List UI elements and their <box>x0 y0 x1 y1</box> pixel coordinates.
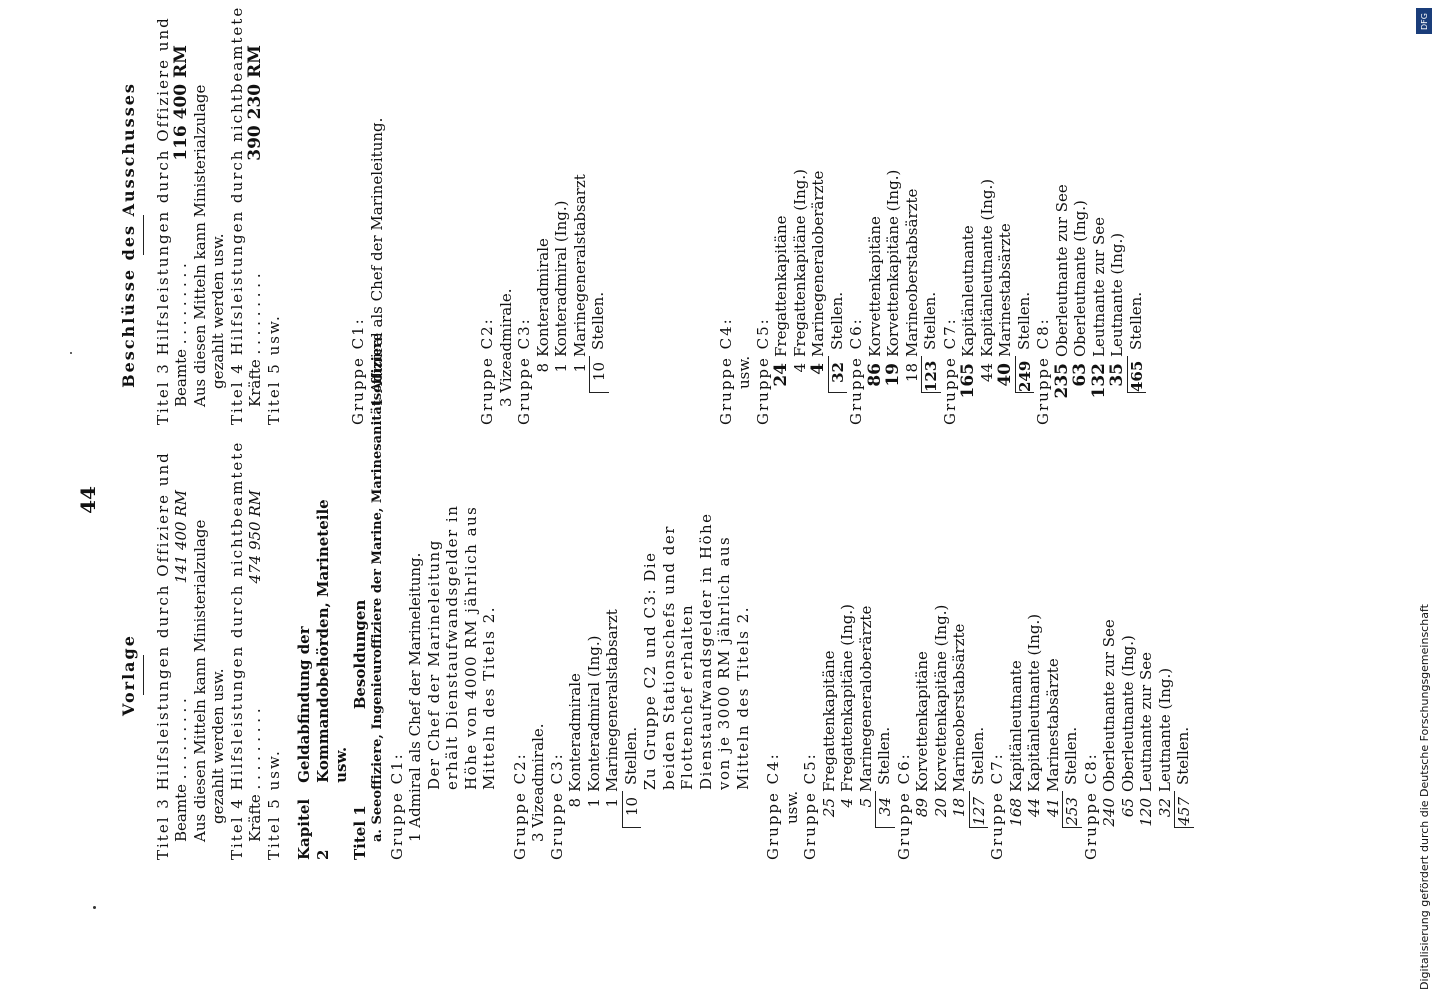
list-item: 40 Marinestabsärzte <box>995 223 1015 387</box>
list-item: 65 Oberleutnante (Ing.) <box>1118 635 1137 818</box>
titel3-line: Titel 3 Hilfsleistungen durch Offiziere und <box>153 451 172 860</box>
list-item: 35 Leutnante (Ing.) <box>1107 232 1127 387</box>
group-total: 123 Stellen. <box>921 291 940 392</box>
list-item: 44 Kapitänleutnante (Ing.) <box>1025 613 1043 818</box>
c2-c3-paragraph: Zu Gruppe C2 und C3: Die beiden Stationschefs und der Flottenchef erhalten Dienstaufwandsgelder in Höhe von je 3000 RM jährlich aus Mitteln des Titels 2. <box>641 512 752 790</box>
titel4-label: Kräfte . . . . . . . . . <box>246 708 264 842</box>
list-item: 1 Marinegeneralstabsarzt <box>603 609 621 808</box>
gruppe-c2-line: 3 Vizeadmirale. <box>496 288 515 407</box>
list-item: 168 Kapitänleutnante <box>1006 660 1025 827</box>
kapitel-heading <box>295 490 351 860</box>
gruppe-c8-label: Gruppe C8: <box>1034 317 1052 425</box>
list-item: 1 Konteradmiral (Ing.) <box>552 200 570 373</box>
gruppe-c8-list <box>1053 45 1147 425</box>
gruppe-c7-label: Gruppe C7: <box>988 752 1006 860</box>
titel3-label: Beamte . . . . . . . . . <box>172 263 190 407</box>
gruppe-c1-label: Gruppe C1: <box>349 317 367 425</box>
scan-speck <box>93 906 96 909</box>
zulage-line-1: Aus diesen Mitteln kann Ministerialzulage <box>190 84 209 407</box>
gruppe-c6-list <box>866 45 941 425</box>
list-item: 41 Marinestabsärzte <box>1043 658 1062 818</box>
list-item: 32 Leutnante (Ing.) <box>1155 667 1174 818</box>
list-item: 19 Korvettenkapitäne (Ing.) <box>883 169 903 387</box>
titel1-label: Titel 1 <box>350 805 369 860</box>
gruppe-c6-label: Gruppe C6: <box>894 752 913 860</box>
gruppe-c3-label: Gruppe C3: <box>515 317 533 425</box>
gruppe-c4-label: Gruppe C4: <box>716 317 735 425</box>
list-item: 1 Konteradmiral (Ing.) <box>584 635 603 808</box>
gruppe-c7-list <box>959 45 1034 425</box>
list-item: 8 Konteradmirale <box>533 238 552 373</box>
titel3-label: Beamte . . . . . . . . . <box>172 698 190 842</box>
group-total: 457 Stellen. <box>1174 490 1194 860</box>
list-item: 20 Korvettenkapitäne (Ing.) <box>931 604 950 818</box>
page-number: 44 <box>76 486 100 514</box>
kapitel-title: Geldabfindung der Kommandobehörden, Marineteile usw. <box>295 499 350 783</box>
list-item: 18 Marineoberstabsärzte <box>902 188 921 383</box>
titel4-amount-line <box>246 490 265 860</box>
list-item: 235 Oberleutnante zur See <box>1051 184 1072 399</box>
titel3-line: Titel 3 Hilfsleistungen durch Offiziere und <box>153 16 172 425</box>
gruppe-c2-label: Gruppe C2: <box>478 317 496 425</box>
group-total: 34 Stellen. <box>875 490 895 860</box>
gruppe-c3-list <box>534 45 609 425</box>
titel4-line: Titel 4 Hilfsleistungen durch nichtbeamtete <box>227 440 246 860</box>
gruppe-c2-line: 3 Vizeadmirale. <box>529 723 547 842</box>
group-total: 10 Stellen. <box>589 45 609 425</box>
scan-speck <box>70 352 72 354</box>
dfg-logo-icon: DFG <box>1416 8 1432 34</box>
titel4-line: Titel 4 Hilfsleistungen durch nichtbeamtete <box>227 5 246 425</box>
titel3-amount: 141 400 RM <box>172 490 190 584</box>
titel3-amount: 116 400 RM <box>171 45 191 161</box>
list-item: 165 Kapitänleutnante <box>958 225 978 399</box>
titel5-line: Titel 5 usw. <box>264 749 283 860</box>
heading-rule <box>143 215 144 255</box>
column-beschluesse <box>119 5 1146 425</box>
list-item: 240 Oberleutnante zur See <box>1100 619 1118 827</box>
list-item: 18 Marineoberstabsärzte <box>950 623 968 818</box>
group-total: 253 Stellen. <box>1062 490 1082 860</box>
gruppe-c7-label: Gruppe C7: <box>940 317 959 425</box>
list-item: 5 Marinegeneraloberärzte <box>856 605 875 808</box>
list-item: 86 Korvettenkapitäne <box>864 216 885 387</box>
titel3-amount-line <box>172 45 191 425</box>
titel4-amount: 390 230 RM <box>245 45 265 161</box>
column-heading-beschluesse: Beschlüsse des Ausschusses <box>119 82 138 388</box>
gruppe-c5-list <box>820 490 895 860</box>
group-total: 465 Stellen. <box>1126 291 1146 392</box>
kapitel-label: Kapitel 2 <box>295 798 332 860</box>
list-item: 63 Oberleutnante (Ing.) <box>1070 200 1090 387</box>
titel1-heading <box>351 490 370 860</box>
list-item: 4 Fregattenkapitäne (Ing.) <box>838 604 856 808</box>
group-total: 32 Stellen. <box>828 45 848 425</box>
gruppe-c3-list <box>566 490 641 860</box>
titel4-label: Kräfte . . . . . . . . . <box>246 273 264 407</box>
section-a: a. Seeoffiziere, Ingenieuroffiziere der Marine, Marinesanitätsoffiziere <box>370 332 385 842</box>
heading-rule <box>143 655 144 695</box>
group-total: 127 Stellen. <box>969 490 989 860</box>
list-item: 44 Kapitänleutnante (Ing.) <box>977 178 996 383</box>
zulage-line-2: gezahlt werden usw. <box>209 668 227 824</box>
list-item: 24 Fregattenkapitäne <box>771 215 791 387</box>
list-item: 25 Fregattenkapitäne <box>819 650 838 818</box>
titel1-title: Besoldungen <box>350 599 369 710</box>
titel5-line: Titel 5 usw. <box>264 314 283 425</box>
dfg-credit: Digitalisierung gefördert durch die Deutsche Forschungsgemeinschaft <box>1418 604 1431 990</box>
list-item: 120 Leutnante zur See <box>1137 652 1155 827</box>
gruppe-c1-line: 1 Admiral als Chef der Marineleitung. <box>406 552 424 842</box>
gruppe-c4-line: usw. <box>782 790 801 824</box>
gruppe-c1-label: Gruppe C1: <box>387 752 406 860</box>
gruppe-c6-label: Gruppe C6: <box>847 317 865 425</box>
gruppe-c1-line: 1 Admiral als Chef der Marineleitung. <box>367 117 386 407</box>
list-item: 1 Marinegeneralstabsarzt <box>570 174 589 373</box>
titel4-amount: 474 950 RM <box>246 490 264 584</box>
gruppe-c7-list <box>1007 490 1082 860</box>
list-item: 89 Korvettenkapitäne <box>913 651 931 818</box>
gruppe-c5-list <box>772 45 847 425</box>
titel3-amount-line <box>172 490 191 860</box>
list-item: 4 Fregattenkapitäne (Ing.) <box>790 169 809 373</box>
gruppe-c8-list <box>1100 490 1194 860</box>
list-item: 8 Konteradmirale <box>566 673 584 808</box>
gruppe-c3-label: Gruppe C3: <box>547 752 566 860</box>
titel4-amount-line <box>246 45 265 425</box>
gruppe-c4-line: usw. <box>735 355 753 389</box>
list-item: 132 Leutnante zur See <box>1088 217 1109 399</box>
gruppe-c5-label: Gruppe C5: <box>801 752 819 860</box>
group-total: 249 Stellen. <box>1014 291 1034 392</box>
list-item: 4 Marinegeneraloberärzte <box>808 170 828 375</box>
column-heading-vorlage: Vorlage <box>119 634 138 716</box>
group-total: 10 Stellen. <box>622 490 642 860</box>
gruppe-c4-label: Gruppe C4: <box>764 752 782 860</box>
zulage-line-2: gezahlt werden usw. <box>209 233 227 389</box>
gruppe-c8-label: Gruppe C8: <box>1081 752 1100 860</box>
zulage-line-1: Aus diesen Mitteln kann Ministerialzulage <box>190 519 209 842</box>
c1-paragraph: Der Chef der Marineleitung erhält Dienstaufwandsgelder in Höhe von 4000 RM jährlich aus Mitteln des Titels 2. <box>424 504 498 790</box>
gruppe-c5-label: Gruppe C5: <box>753 317 772 425</box>
gruppe-c2-label: Gruppe C2: <box>510 752 529 860</box>
gruppe-c6-list <box>913 490 988 860</box>
